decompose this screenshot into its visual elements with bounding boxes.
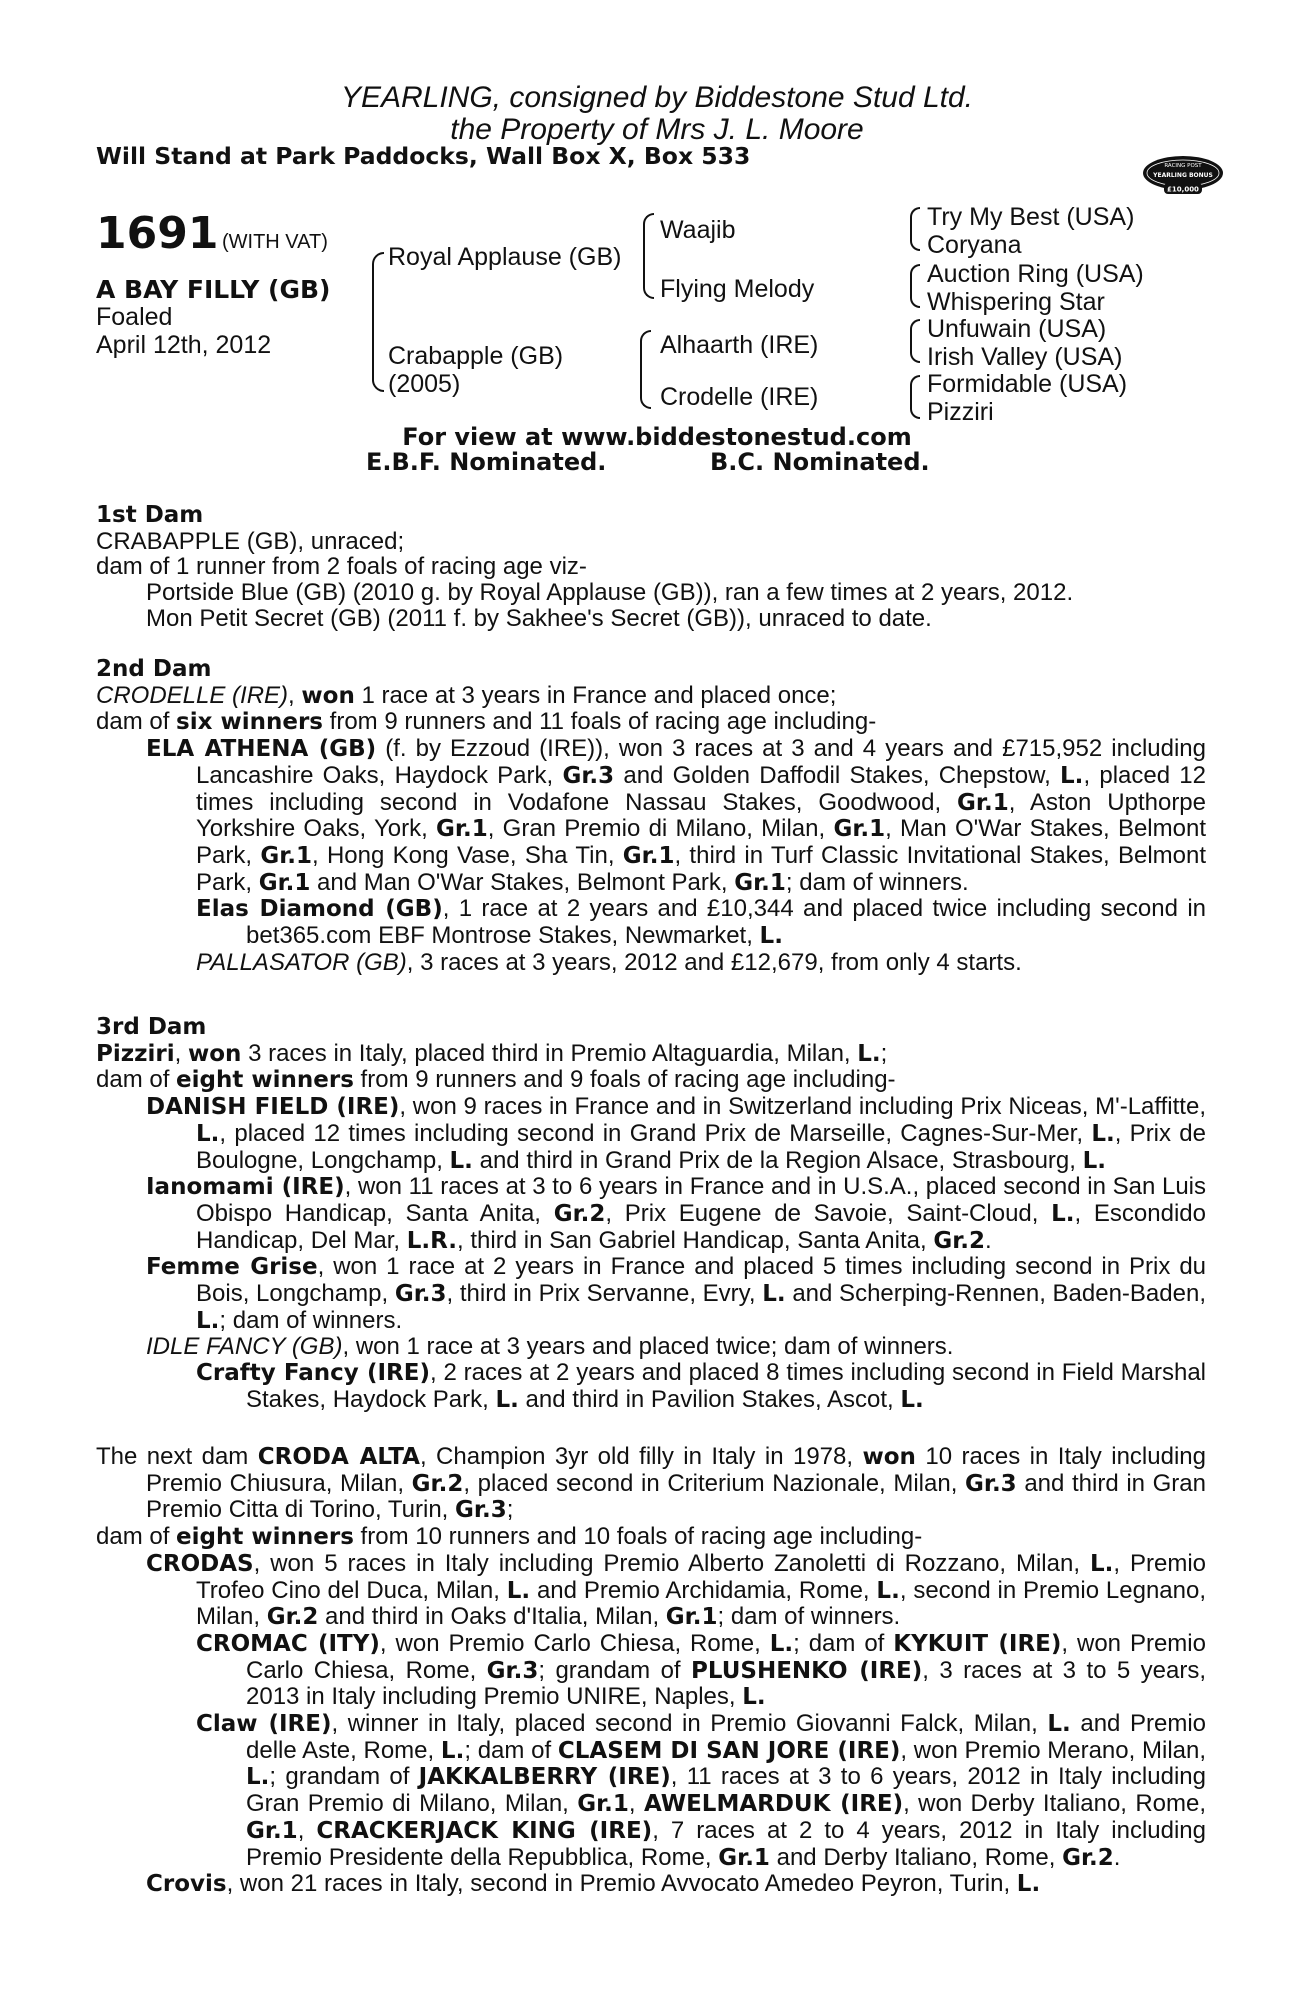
first-dam-produce-line: dam of 1 runner from 2 foals of racing age viz-: [96, 553, 587, 581]
next-dam-line: The next dam CRODA ALTA, Champion 3yr old filly in Italy in 1978, won 10 races in Italy including Premio Chiusura, Milan, Gr.2, placed second in Criterium Nazionale, Milan, Gr.3 and third in Gran Premio Citta di Torino, Turin, Gr.3;: [96, 1443, 1206, 1524]
third-dam-line: Pizziri, won 3 races in Italy, placed third in Premio Altaguardia, Milan, L.;: [96, 1039, 888, 1067]
property-line: the Property of Mrs J. L. Moore: [450, 113, 864, 146]
foaled-label: Foaled: [96, 303, 173, 331]
lot-number: 1691: [96, 208, 219, 259]
sire-dam-dam: Whispering Star: [927, 288, 1105, 316]
sire-dam-sire: Auction Ring (USA): [927, 260, 1144, 288]
third-dam-heading: 3rd Dam: [96, 1014, 207, 1040]
entry-danish-field: DANISH FIELD (IRE), won 9 races in France and in Switzerland including Prix Niceas, M'-Laffitte, L., placed 12 times including second in Grand Prix de Marseille, Cagnes-Sur-Mer, L., Prix de Boulogne, Longchamp, L. and third in Grand Prix de la Region Alsace, Strasbourg, L.: [146, 1093, 1206, 1174]
badge-amount: £10,000: [1167, 185, 1199, 194]
first-dam-foal-1: Portside Blue (GB) (2010 g. by Royal Applause (GB)), ran a few times at 2 years, 2012.: [146, 579, 1074, 607]
first-dam-foal-2: Mon Petit Secret (GB) (2011 f. by Sakhee's Secret (GB)), unraced to date.: [146, 604, 932, 632]
badge-mid-text: YEARLING BONUS: [1153, 172, 1213, 179]
second-dam-line: CRODELLE (IRE), won 1 race at 3 years in France and placed once;: [96, 681, 837, 709]
entry-claw: Claw (IRE), winner in Italy, placed second in Premio Giovanni Falck, Milan, L. and Premio delle Aste, Rome, L.; dam of CLASEM DI SAN JORE (IRE), won Premio Merano, Milan, L.; grandam of JAKKALBERRY (IRE), 11 races at 3 to 6 years, 2012 in Italy including Gran Premio di Milano, Milan, Gr.1, AWELMARDUK (IRE), won Derby Italiano, Rome, Gr.1, CRACKERJACK KING (IRE), 7 races at 2 to 4 years, 2012 in Italy including Premio Presidente della Repubblica, Rome, Gr.1 and Derby Italiano, Rome, Gr.2.: [196, 1710, 1207, 1871]
first-dam-section: [96, 502, 1206, 632]
g-brace-1b: [910, 221, 920, 251]
stand-location: Will Stand at Park Paddocks, Wall Box X, Box 533: [96, 142, 751, 170]
entry-crodas: CRODAS, won 5 races in Italy including Premio Alberto Zanoletti di Rozzano, Milan, L., Premio Trofeo Cino del Duca, Milan, L. and Premio Archidamia, Rome, L., second in Premio Legnano, Milan, Gr.2 and third in Oaks d'Italia, Milan, Gr.1; dam of winners.: [146, 1549, 1207, 1631]
entry-crovis: Crovis, won 21 races in Italy, second in Premio Avvocato Amedeo Peyron, Turin, L.: [146, 1870, 1041, 1898]
entry-pallasator: PALLASATOR (GB), 3 races at 3 years, 2012 and £12,679, from only 4 starts.: [196, 948, 1022, 976]
sire-dam: Flying Melody: [660, 275, 815, 303]
g-brace-4b: [910, 389, 920, 419]
second-dam-section: [96, 656, 1206, 975]
dam-name: Crabapple (GB): [388, 342, 564, 370]
dam-dam: Crodelle (IRE): [660, 383, 819, 411]
ebf-nominated: E.B.F. Nominated.: [366, 448, 607, 476]
dam-year: (2005): [388, 370, 461, 398]
foaled-date: April 12th, 2012: [96, 331, 272, 359]
consignor-line: YEARLING, consigned by Biddestone Stud Ltd.: [340, 81, 974, 114]
bc-nominated: B.C. Nominated.: [710, 448, 930, 476]
third-dam-produce-line: dam of eight winners from 9 runners and 9 foals of racing age including-: [96, 1066, 896, 1094]
entry-ela-athena: ELA ATHENA (GB) (f. by Ezzoud (IRE)), won 3 races at 3 and 4 years and £715,952 including Lancashire Oaks, Haydock Park, Gr.3 and Golden Daffodil Stakes, Chepstow, L., placed 12 times including second in Vodafone Nassau Stakes, Goodwood, Gr.1, Aston Upthorpe Yorkshire Oaks, York, Gr.1, Gran Premio di Milano, Milan, Gr.1, Man O'War Stakes, Belmont Park, Gr.1, Hong Kong Vase, Sha Tin, Gr.1, third in Turf Classic Invitational Stakes, Belmont Park, Gr.1 and Man O'War Stakes, Belmont Park, Gr.1; dam of winners.: [146, 735, 1207, 896]
dam-sire-dam: Irish Valley (USA): [927, 343, 1123, 371]
dam-dam-dam: Pizziri: [927, 398, 994, 426]
second-dam-heading: 2nd Dam: [96, 656, 212, 682]
first-dam-line: CRABAPPLE (GB), unraced;: [96, 527, 405, 555]
dam-sire-sire: Unfuwain (USA): [927, 315, 1107, 343]
vat-label: (WITH VAT): [222, 231, 328, 253]
g-brace-2b: [910, 278, 920, 308]
entry-idle-fancy: IDLE FANCY (GB), won 1 race at 3 years and placed twice; dam of winners.: [146, 1333, 954, 1361]
view-link: For view at www.biddestonestud.com: [402, 423, 912, 451]
next-dam-section: [96, 1444, 1206, 1898]
entry-cromac: CROMAC (ITY), won Premio Carlo Chiesa, Rome, L.; dam of KYKUIT (IRE), won Premio Carlo Chiesa, Rome, Gr.3; grandam of PLUSHENKO (IRE), 3 races at 3 to 5 years, 2013 in Italy including Premio UNIRE, Naples, L.: [196, 1629, 1206, 1711]
entry-ianomami: Ianomami (IRE), won 11 races at 3 to 6 years in France and in U.S.A., placed second in San Luis Obispo Handicap, Santa Anita, Gr.2, Prix Eugene de Savoie, Saint-Cloud, L., Escondido Handicap, Del Mar, L.R., third in San Gabriel Handicap, Santa Anita, Gr.2.: [146, 1173, 1206, 1254]
first-dam-heading: 1st Dam: [96, 502, 204, 528]
entry-crafty-fancy: Crafty Fancy (IRE), 2 races at 2 years and placed 8 times including second in Field Marshal Stakes, Haydock Park, L. and third in Pavilion Stakes, Ascot, L.: [196, 1359, 1206, 1413]
dam-dam-sire: Formidable (USA): [927, 370, 1128, 398]
second-dam-produce-line: dam of six winners from 9 runners and 11 foals of racing age including-: [96, 708, 877, 736]
badge-top-text: RACING POST: [1164, 163, 1202, 169]
entry-elas-diamond: Elas Diamond (GB), 1 race at 2 years and £10,344 and placed twice including second in bet365.com EBF Montrose Stakes, Newmarket, L.: [196, 895, 1207, 950]
sire-side-brace-bottom: [643, 255, 654, 299]
g-brace-3b: [910, 333, 920, 363]
yearling-bonus-badge-icon: [1140, 150, 1226, 200]
dam-sire: Alhaarth (IRE): [660, 331, 819, 359]
next-dam-produce-line: dam of eight winners from 10 runners and 10 foals of racing age including-: [96, 1523, 923, 1551]
third-dam-section: [96, 1014, 1206, 1414]
dam-side-brace-bottom: [640, 362, 651, 409]
sire-sire-sire: Try My Best (USA): [927, 203, 1135, 231]
sire-sire-dam: Coryana: [927, 231, 1022, 259]
dam-brace: [372, 330, 384, 392]
lot-title: A BAY FILLY (GB): [96, 275, 331, 304]
entry-femme-grise: Femme Grise, won 1 race at 2 years in France and placed 5 times including second in Prix du Bois, Longchamp, Gr.3, third in Prix Servanne, Evry, L. and Scherping-Rennen, Baden-Baden, L.; dam of winners.: [146, 1253, 1207, 1334]
sire-name: Royal Applause (GB): [388, 243, 622, 271]
sire-sire: Waajib: [660, 216, 736, 244]
